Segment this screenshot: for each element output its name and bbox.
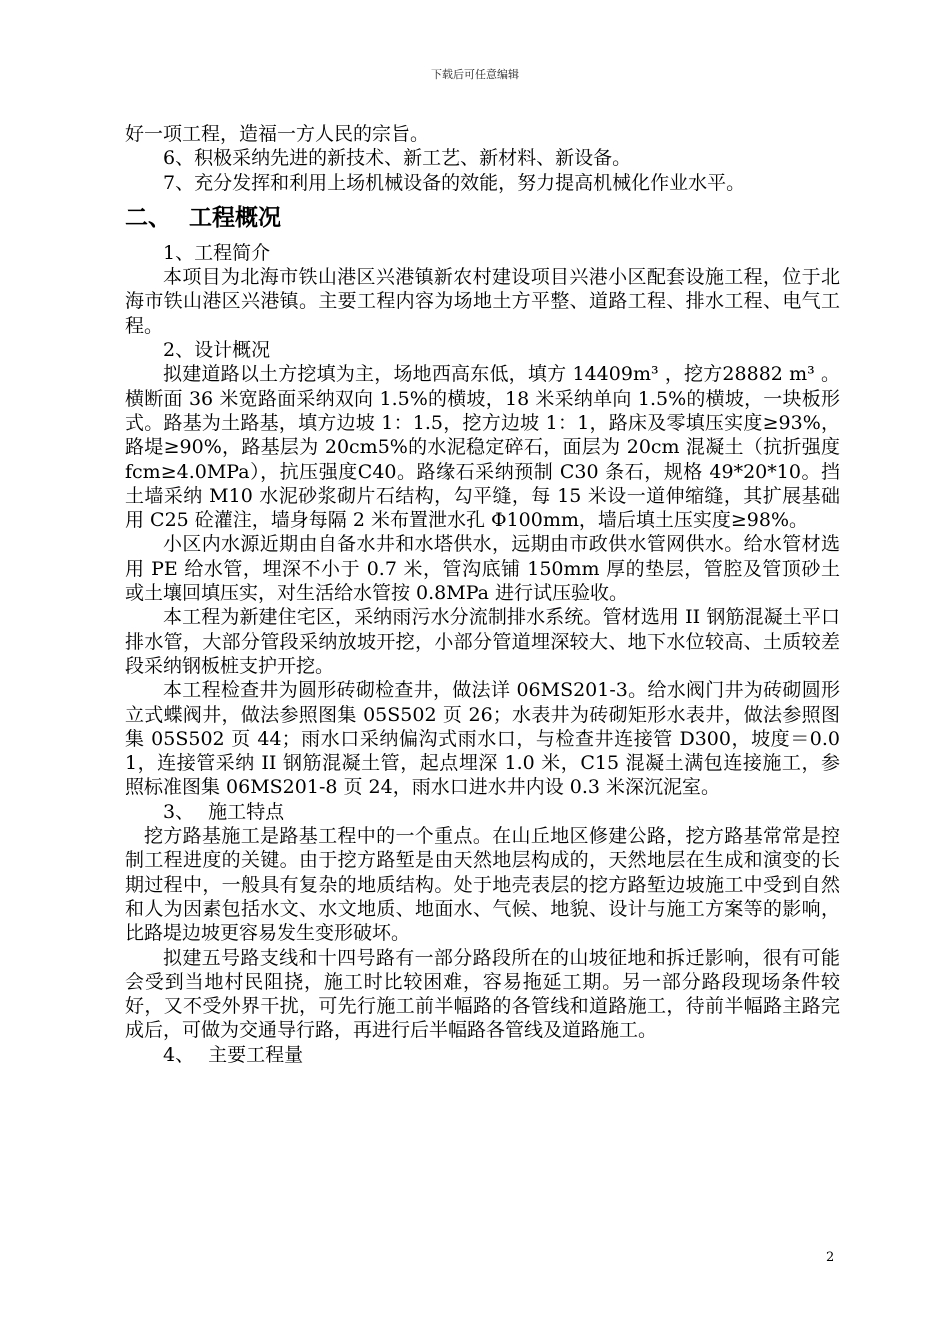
paragraph-continuation: 好一项工程，造福一方人民的宗旨。	[125, 123, 430, 145]
subheading-construction-features	[125, 800, 840, 824]
section-title: 工程概况	[189, 203, 281, 231]
page-header-note: 下载后可任意编辑	[431, 68, 519, 81]
paragraph-item-6: 6、积极采纳先进的新技术、新工艺、新材料、新设备。	[163, 147, 632, 170]
paragraph-features-excavation: 挖方路基施工是路基工程中的一个重点。在山丘地区修建公路，挖方路基常常是控制工程进度的关键。由于挖方路堑是由天然地层构成的，天然地层在生成和演变的长期过程中，一般具有复杂的地质结构。处于地壳表层的挖方路堑边坡施工中受到自然和人为因素包括水文、水文地质、地面水、气候、地貌、设计与施工方案等的影响，比路堤边坡更容易发生变形破坏。	[125, 825, 840, 945]
subheading-design-overview: 2、设计概况	[163, 339, 271, 362]
paragraph-project-intro: 本项目为北海市铁山港区兴港镇新农村建设项目兴港小区配套设施工程，位于北海市铁山港区兴港镇。主要工程内容为场地土方平整、道路工程、排水工程、电气工程。	[125, 266, 840, 337]
subheading-number: 4、	[163, 1043, 195, 1066]
section-number: 二、	[125, 203, 171, 231]
section-heading	[125, 201, 840, 235]
paragraph-design-drainage: 本工程为新建住宅区，采纳雨污水分流制排水系统。管材选用 II 钢筋混凝土平口排水管，大部分管段采纳放坡开挖，小部分管道埋深较大、地下水位较高、土质较差段采纳钢板桩支护开挖。	[125, 606, 840, 677]
subheading-main-quantities	[125, 1043, 840, 1067]
page-number: 2	[826, 1250, 835, 1265]
paragraph-design-road: 拟建道路以土方挖填为主，场地西高东低，填方 14409m³ ，挖方28882 m³ 。横断面 36 米宽路面采纳双向 1.5%的横坡，18 米采纳单向 1.5%的横坡，一块板形式。路基为土路基，填方边坡 1：1.5，挖方边坡 1：1，路床及零填压实度≥93%，路堤≥90%，路基层为 20cm5%的水泥稳定碎石，面层为 20cm 混凝土（抗折强度 fcm≥4.0MPa），抗压强度C40。路缘石采纳预制 C30 条石，规格 49*20*10。挡土墙采纳 M10 水泥砂浆砌片石结构，勾平缝，每 15 米设一道伸缩缝，其扩展基础用 C25 砼灌注，墙身每隔 2 米布置泄水孔 Φ100mm，墙后填土压实度≥98%。	[125, 363, 840, 532]
subheading-label: 主要工程量	[208, 1043, 304, 1066]
paragraph-features-schedule: 拟建五号路支线和十四号路有一部分路段所在的山坡征地和拆迁影响，很有可能会受到当地村民阻挠，施工时比较困难，容易拖延工期。另一部分路段现场条件较好，又不受外界干扰，可先行施工前半幅路的各管线和道路施工，待前半幅路主路完成后，可做为交通导行路，再进行后半幅路各管线及道路施工。	[125, 946, 840, 1042]
subheading-project-intro: 1、工程简介	[163, 241, 271, 264]
paragraph-design-water: 小区内水源近期由自备水井和水塔供水，远期由市政供水管网供水。给水管材选用 PE 给水管，埋深不小于 0.7 米，管沟底铺 150mm 厚的垫层，管腔及管顶砂土或土壤回填压实，对生活给水管按 0.8MPa 进行试压验收。	[125, 533, 840, 605]
document-body	[125, 122, 840, 1067]
paragraph-design-wells: 本工程检查井为圆形砖砌检查井，做法详 06MS201-3。给水阀门井为砖砌圆形立式蝶阀井，做法参照图集 05S502 页 26；水表井为砖砌矩形水表井，做法参照图集 05S502 页 44；雨水口采纳偏沟式雨水口，与检查井连接管 D300，坡度＝0.01，连接管采纳 II 钢筋混凝土管，起点埋深 1.0 米，C15 混凝土满包连接施工，参照标准图集 06MS201-8 页 24，雨水口进水井内设 0.3 米深沉泥室。	[125, 679, 840, 799]
paragraph-item-7: 7、充分发挥和利用上场机械设备的效能，努力提高机械化作业水平。	[163, 171, 746, 194]
subheading-number: 3、	[163, 800, 195, 823]
subheading-label: 施工特点	[208, 800, 285, 823]
